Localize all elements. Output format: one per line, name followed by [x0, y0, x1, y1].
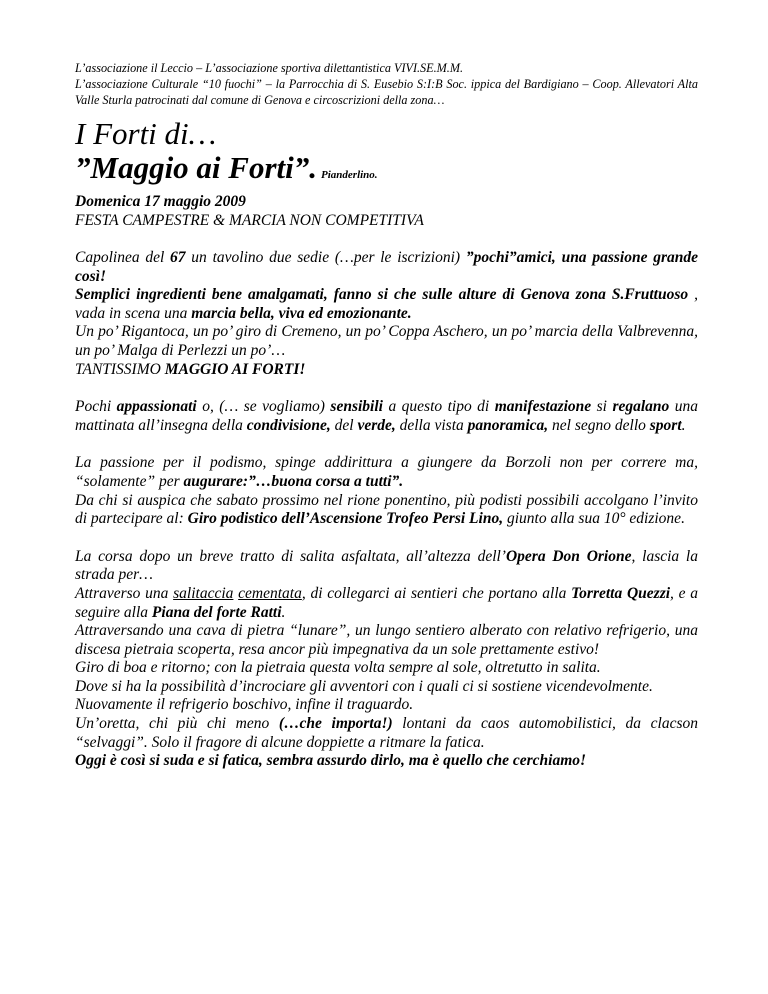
event-type: FESTA CAMPESTRE & MARCIA NON COMPETITIVA [75, 212, 424, 229]
text: a questo tipo di [382, 398, 495, 416]
text: Pochi [75, 398, 117, 416]
text: , di collegarci ai sentieri che portano alla [301, 584, 572, 602]
bold-text: sensibili [330, 398, 383, 416]
text: si [591, 398, 613, 416]
bold-text: Giro podistico dell’Ascensione Trofeo Persi Lino, [187, 510, 504, 528]
underlined-text: salitaccia [173, 584, 234, 602]
bold-text: appassionati [116, 398, 197, 416]
p1-line-c: Un po’ Rigantoca, un po’ giro di Cremeno, un po’ Coppa Aschero, un po’ marcia della Valbrevenna, un po’ Malga di Perlezzi un po’… [75, 323, 698, 359]
bold-text: augurare:”…buona corsa a tutti”. [183, 472, 404, 490]
text: TANTISSIMO [75, 360, 165, 378]
text: o, (… se vogliamo) [196, 398, 331, 416]
bold-text: MAGGIO AI FORTI! [164, 360, 306, 378]
paragraph-2 [75, 398, 698, 435]
bold-text: manifestazione [494, 398, 592, 416]
text: giunto alla sua 10° edizione. [503, 510, 685, 528]
p3-line-a [75, 454, 698, 491]
underlined-text: cementata [238, 584, 302, 602]
text: . [681, 416, 686, 434]
header-line-2: L’associazione Culturale “10 fuochi” – la Parrocchia di S. Eusebio S:I:B Soc. ippica del Bardigiano – Coop. Allevatori Alta Valle Sturla patrocinati dal comune di Genova e circoscrizioni della zona… [75, 77, 698, 107]
p2-text [75, 398, 698, 435]
document-page [75, 0, 698, 771]
bold-text: sport [649, 416, 682, 434]
bold-text: condivisione, [246, 416, 331, 434]
text: Da chi si auspica che sabato prossimo nel rione ponentino, più podisti possibili accolgano l’invito di partecipare al: [75, 491, 698, 528]
bold-text: Piana del forte Ratti [151, 603, 282, 621]
p1-line-b [75, 286, 698, 323]
p4-line-f: Nuovamente il refrigerio boschivo, infine il traguardo. [75, 696, 414, 714]
p4-line-e: Dove si ha la possibilità d’incrociare gli avventori con i quali ci si sostiene vicendevolmente. [75, 677, 653, 695]
text: , vada in scena una [75, 286, 699, 322]
text: . [281, 603, 286, 621]
text: , lascia la strada per… [75, 547, 698, 584]
title-line-2 [75, 151, 698, 192]
paragraph-4 [75, 548, 698, 771]
bold-text: (…che importa!) [278, 715, 393, 733]
bold-text: Opera Don Orione [505, 547, 632, 565]
p4-line-b [75, 585, 698, 622]
text: Capolinea del [75, 249, 171, 266]
bold-text: regalano [612, 398, 670, 416]
text: lontani da caos automobilistici, da clacson “selvaggi”. Solo il fragore di alcune doppiette a ritmare la fatica. [75, 715, 699, 751]
p1-line-a [75, 249, 698, 286]
text: della vista [395, 416, 468, 434]
text: La passione per il podismo, spinge addirittura a giungere da Borzoli non per correre ma, “solamente” per [75, 454, 698, 490]
p3-line-b [75, 492, 698, 529]
p4-line-c: Attraversando una cava di pietra “lunare”, un lungo sentiero alberato con relativo refrigerio, una discesa pietraia scoperta, resa ancor più impegnativa da un sole prettamente estivo! [75, 622, 698, 658]
text: un tavolino due sedie (…per le iscrizioni) [185, 249, 466, 266]
paragraph-1 [75, 249, 698, 379]
text: Un’oretta, chi più chi meno [75, 715, 279, 733]
bold-text: panoramica, [467, 416, 549, 434]
text: nel segno dello [548, 416, 650, 434]
main-title: ”Maggio ai Forti”. [75, 150, 318, 185]
title-line-1: I Forti di… [75, 116, 217, 151]
bold-text: Oggi è così si suda e si fatica, sembra assurdo dirlo, ma è quello che cerchiamo! [75, 752, 587, 770]
organizers-header [75, 60, 698, 108]
p4-line-h [75, 752, 698, 771]
bold-text: marcia bella, viva ed emozionante. [191, 304, 412, 322]
p4-line-g [75, 715, 698, 752]
p4-line-a [75, 548, 698, 585]
text: una mattinata all’insegna della [75, 398, 699, 434]
event-date: Domenica 17 maggio 2009 [75, 193, 246, 210]
header-line-1: L’associazione il Leccio – L’associazione sportiva dilettantistica VIVI.SE.M.M. [75, 61, 464, 75]
text: Attraverso una [75, 584, 174, 602]
bold-text: 67 [170, 249, 186, 266]
bold-text: Semplici ingredienti bene amalgamati, fanno si che sulle alture di Genova zona S.Fruttuoso [75, 286, 689, 304]
text: , e a seguire alla [75, 584, 699, 621]
p4-line-d: Giro di boa e ritorno; con la pietraia questa volta sempre al sole, oltretutto in salita. [75, 659, 601, 677]
paragraph-3 [75, 454, 698, 528]
text: La corsa dopo un breve tratto di salita asfaltata, all’altezza dell’ [75, 547, 506, 565]
bold-text: ”pochi”amici, una passione grande così! [75, 249, 698, 285]
title-subtext: Pianderlino. [321, 169, 378, 181]
text: del [330, 416, 358, 434]
bold-text: verde, [357, 416, 396, 434]
p1-line-d [75, 361, 698, 380]
bold-text: Torretta Quezzi [571, 584, 671, 602]
